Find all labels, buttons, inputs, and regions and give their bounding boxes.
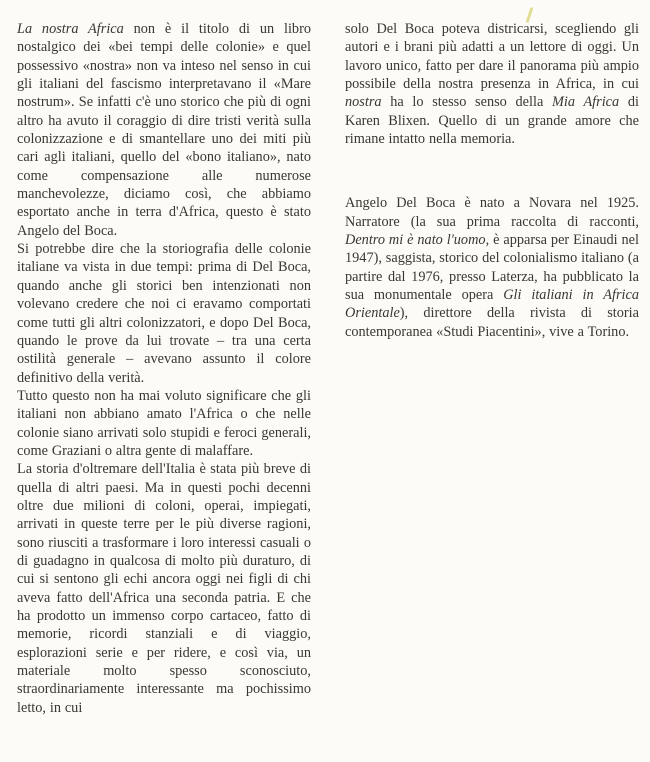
historiography-paragraph: [17, 240, 311, 387]
text-segment: ), direttore della rivista di storia contemporanea «Studi Piacentini», vive a Torino.: [345, 305, 639, 340]
intro-paragraph: [17, 20, 311, 240]
colonial-history-paragraph: [17, 460, 311, 717]
italic-text-segment: Gli italiani in Africa Orientale: [345, 287, 639, 322]
text-column-left: [17, 20, 311, 717]
italic-text-segment: Dentro mi è nato l'uomo: [345, 232, 486, 249]
text-segment: Si potrebbe dire che la storiografia delle colonie italiane va vista in due tempi: prima di Del Boca, quando anche gli storici ben intenzionati non volevano credere che noi ci eravamo comportati come tutti gli altri colonizzatori, e dopo Del Boca, quando le prove da lui trovate – tra una certa ostilità generale – avevano assunto il colore definitivo della verità.: [17, 241, 311, 386]
text-column-right: [345, 20, 639, 717]
text-segment: di Karen Blixen. Quello di un grande amore che rimane intatto nella memoria.: [345, 94, 639, 148]
two-column-text-block: [17, 20, 639, 717]
text-segment: Tutto questo non ha mai voluto significare che gli italiani non abbiano amato l'Africa o che nelle colonie siano arrivati solo stupidi e feroci generali, come Graziani o altra gente di malaffare.: [17, 387, 311, 459]
anthology-paragraph: [345, 20, 639, 148]
text-segment: La storia d'oltremare dell'Italia è stata più breve di quella di altri paesi. Ma in questi pochi decenni oltre due milioni di coloni, operai, impiegati, arrivati in queste terre per le più diverse ragioni, sono riusciti a trasformare i loro interessi casuali o di guadagno in qualcosa di molto più duraturo, di cui si sentono gli echi ancora oggi nei figli di chi aveva fatto dell'Africa una seconda patria. E che ha prodotto un immenso corpo cartaceo, fatto di memorie, ricordi stanziali e di viaggio, esplorazioni serie e per ridere, e così via, un materiale molto spesso sconosciuto, straordinariamente interessante ma pochissimo letto, in cui: [17, 461, 311, 716]
italic-text-segment: La nostra Africa: [17, 21, 124, 37]
text-segment: Angelo Del Boca è nato a Novara nel 1925. Narratore (la sua prima raccolta di racconti,: [345, 195, 639, 230]
italic-text-segment: nostra: [345, 94, 382, 111]
text-segment: , è apparsa per Einaudi nel 1947), saggista, storico del colonialismo italiano (a partire dal 1976, presso Laterza, ha pubblicato la sua monumentale opera: [345, 232, 639, 304]
italic-text-segment: Mia Africa: [551, 94, 620, 111]
clarification-paragraph: [17, 387, 311, 460]
author-bio-paragraph: [345, 194, 639, 341]
text-segment: ha lo stesso senso della: [381, 94, 552, 111]
text-segment: solo Del Boca poteva districarsi, scegliendo gli autori e i brani più adatti a un lettore di oggi. Un lavoro unico, fatto per dare il panorama più ampio possibile della nostra presenza in Africa, in cui: [345, 21, 639, 93]
text-segment: non è il titolo di un libro nostalgico dei «bei tempi delle colonie» e quel possessivo «nostra» non va inteso nel senso in cui gli italiani del fascismo interpretavano il «Mare nostrum». Se infatti c'è uno storico che più di ogni altro ha avuto il coraggio di dire tristi verità sulla colonizzazione e di smantellare uno dei miti più cari agli italiani, quello del «bono italiano», nato come compensazione alle numerose manchevolezze, diciamo così, che abbiamo esportato anche in terra d'Africa, questo è stato Angelo del Boca.: [17, 21, 311, 239]
